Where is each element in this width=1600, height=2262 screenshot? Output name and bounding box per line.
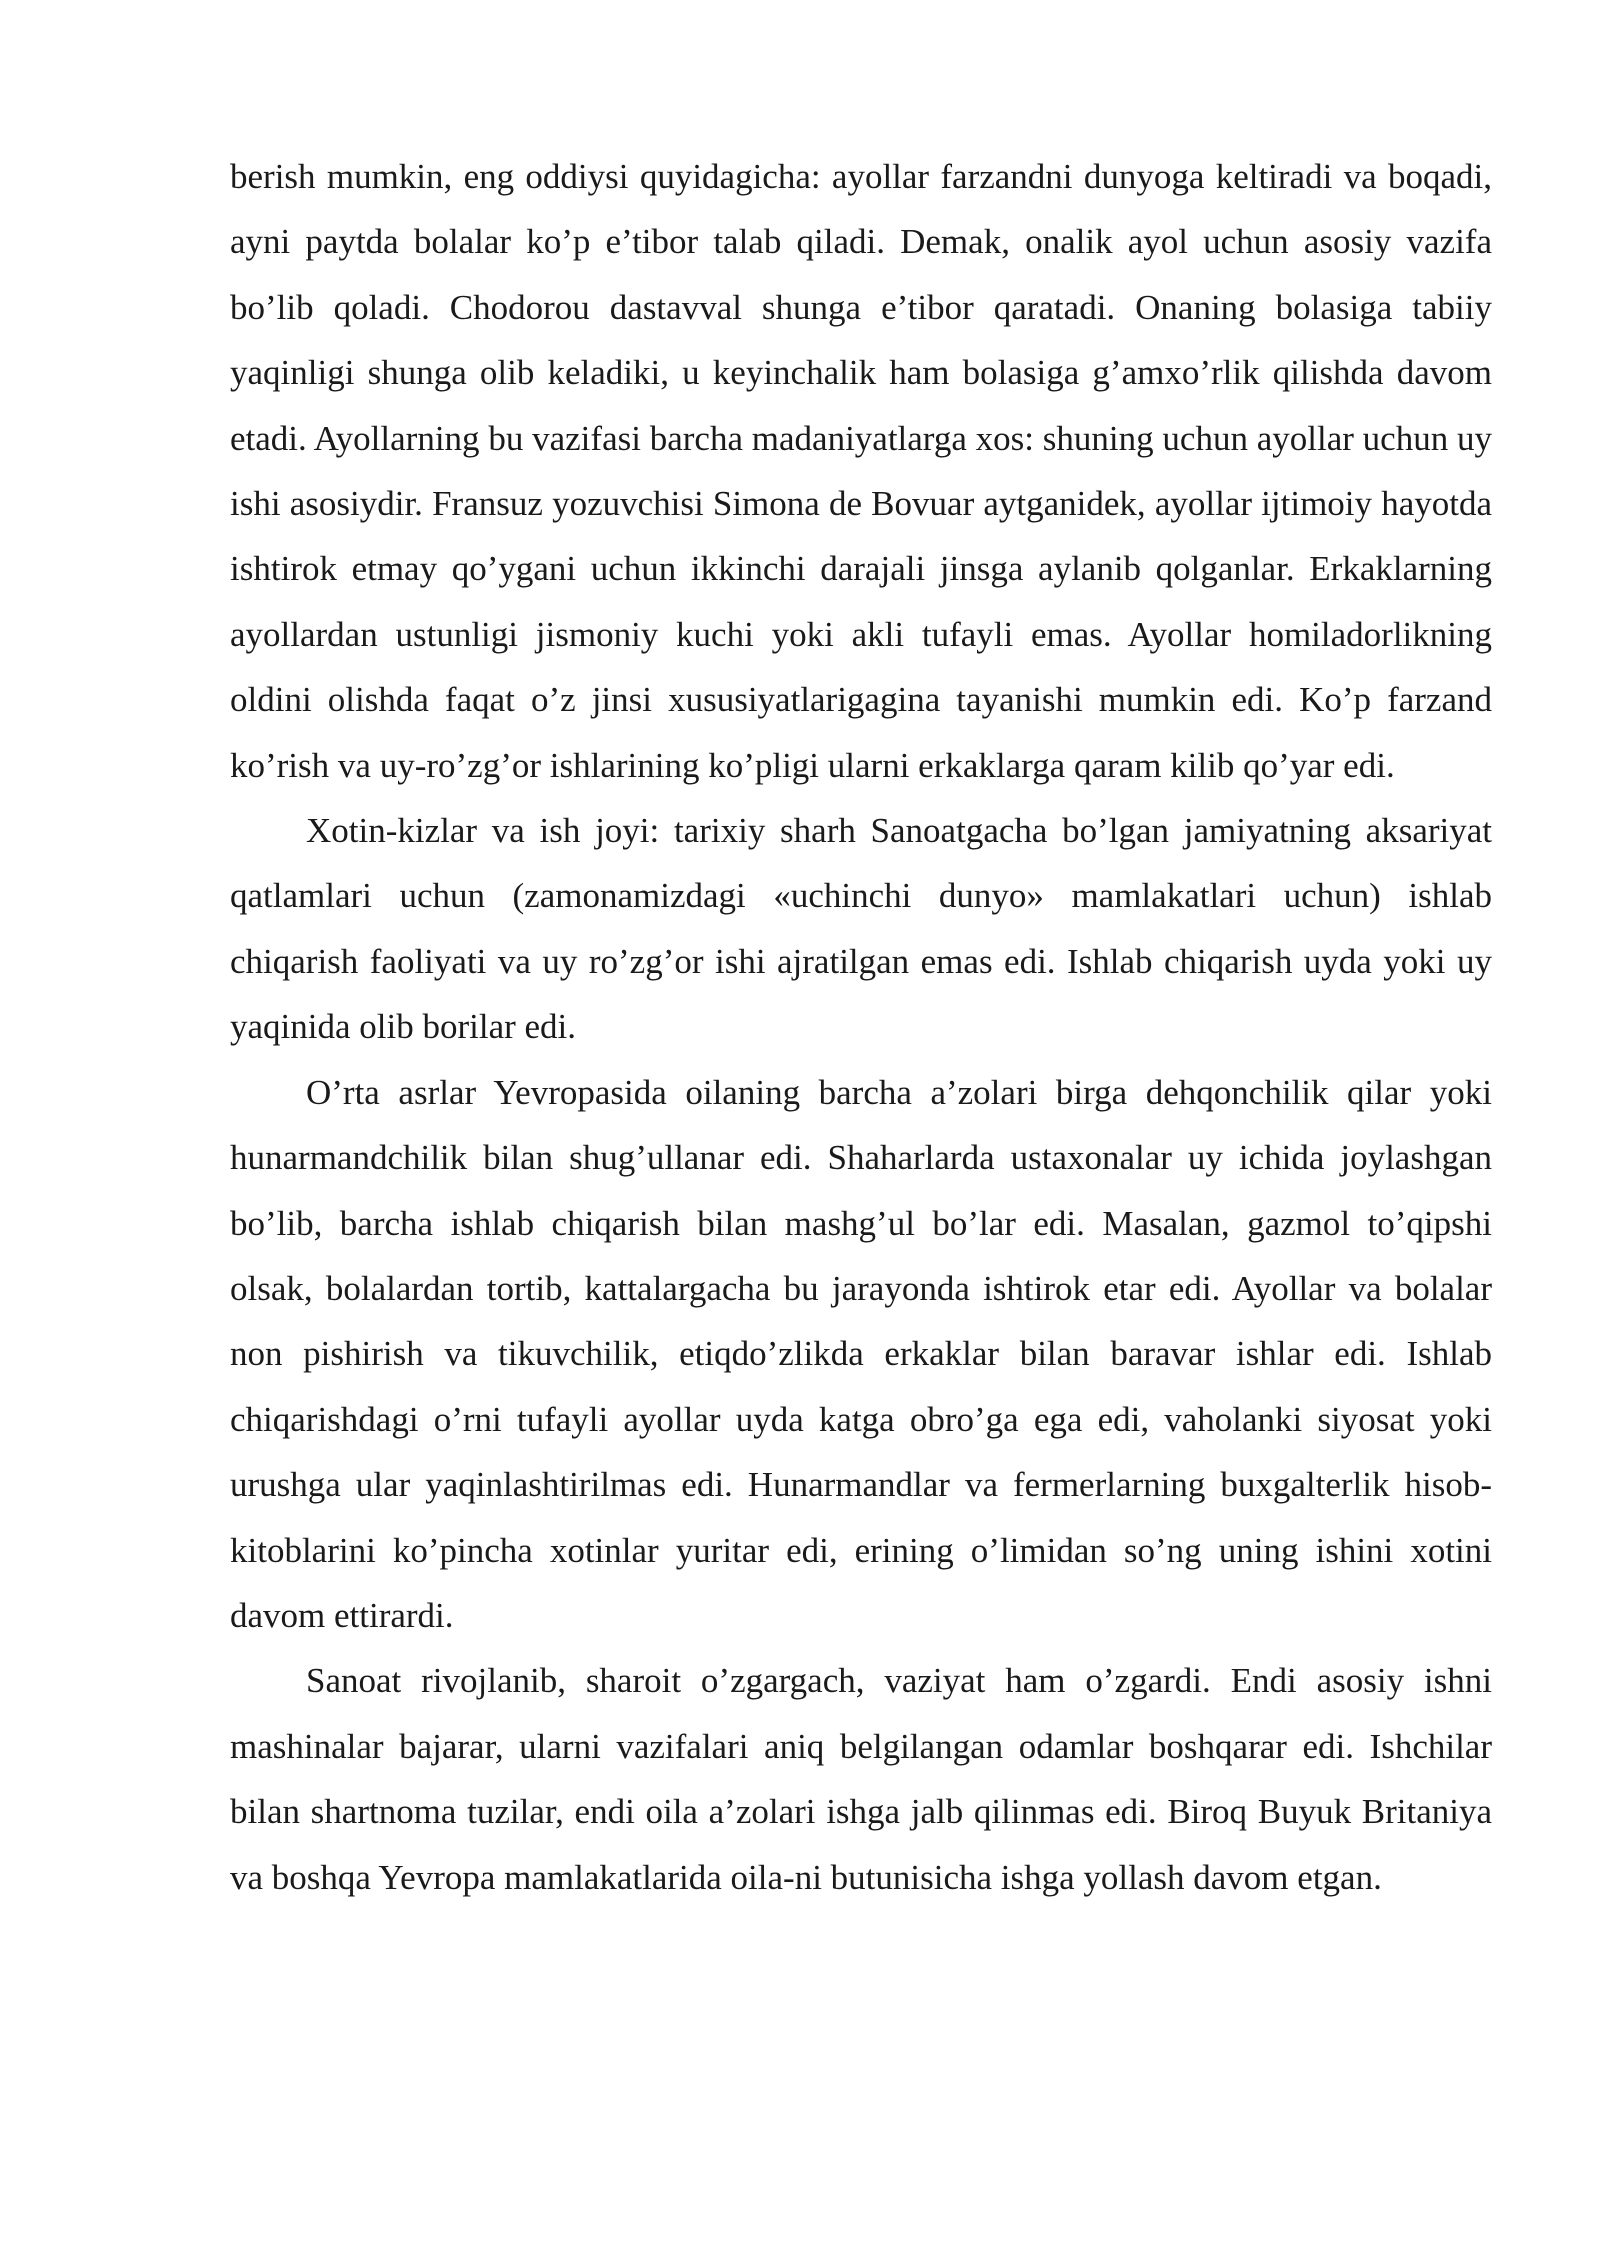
- paragraph-medieval-europe: O’rta asrlar Yevropasida oilaning barcha a’zolari birga dehqonchilik qilar yoki hunarmandchilik bilan shug’ullanar edi. Shaharlarda ustaxonalar uy ichida joylashgan bo’lib, barcha ishlab chiqarish bilan mashg’ul bo’lar edi. Masalan, gazmol to’qipshi olsak, bolalardan tortib, kattalargacha bu jarayonda ishtirok etar edi. Ayollar va bolalar non pishirish va tikuvchilik, etiqdo’zlikda erkaklar bilan baravar ishlar edi. Ishlab chiqarishdagi o’rni tufayli ayollar uyda katga obro’ga ega edi, vaholanki siyosat yoki urushga ular yaqinlashtirilmas edi. Hunarmandlar va fermerlarning buxgalterlik hisob-kitoblarini ko’pincha xotinlar yuritar edi, erining o’limidan so’ng uning ishini xotini davom ettirardi.: [230, 1072, 1492, 1635]
- paragraph-industrialization: Sanoat rivojlanib, sharoit o’zgargach, vaziyat ham o’zgardi. Endi asosiy ishni mashinalar bajarar, ularni vazifalari aniq belgilangan odamlar boshqarar edi. Ishchilar bilan shartnoma tuzilar, endi oila a’zolari ishga jalb qilinmas edi. Biroq Buyuk Britaniya va boshqa Yevropa mamlakatlarida oila-ni butunisicha ishga yollash davom etgan.: [230, 1661, 1492, 1897]
- paragraph-continuation: berish mumkin, eng oddiysi quyidagicha: ayollar farzandni dunyoga keltiradi va boqadi, ayni paytda bolalar ko’p e’tibor talab qiladi. Demak, onalik ayol uchun asosiy vazifa bo’lib qoladi. Chodorou dastavval shunga e’tibor qaratadi. Onaning bolasiga tabiiy yaqinligi shunga olib keladiki, u keyinchalik ham bolasiga g’amxo’rlik qilishda davom etadi. Ayollarning bu vazifasi barcha madaniyatlarga xos: shuning uchun ayollar uchun uy ishi asosiydir. Fransuz yozuvchisi Simona de Bovuar aytganidek, ayollar ijtimoiy hayotda ishtirok etmay qo’ygani uchun ikkinchi darajali jinsga aylanib qolganlar. Erkaklarning ayollardan ustunligi jismoniy kuchi yoki akli tufayli emas. Ayollar homiladorlikning oldini olishda faqat o’z jinsi xususiyatlarigagina tayanishi mumkin edi. Ko’p farzand ko’rish va uy-ro’zg’or ishlarining ko’pligi ularni erkaklarga qaram kilib qo’yar edi.: [230, 157, 1492, 785]
- body-text: [230, 144, 1492, 1910]
- paragraph-historical-overview: Xotin-kizlar va ish joyi: tarixiy sharh Sanoatgacha bo’lgan jamiyatning aksariyat qatlamlari uchun (zamonamizdagi «uchinchi dunyo» mamlakatlari uchun) ishlab chiqarish faoliyati va uy ro’zg’or ishi ajratilgan emas edi. Ishlab chiqarish uyda yoki uy yaqinida olib borilar edi.: [230, 811, 1492, 1047]
